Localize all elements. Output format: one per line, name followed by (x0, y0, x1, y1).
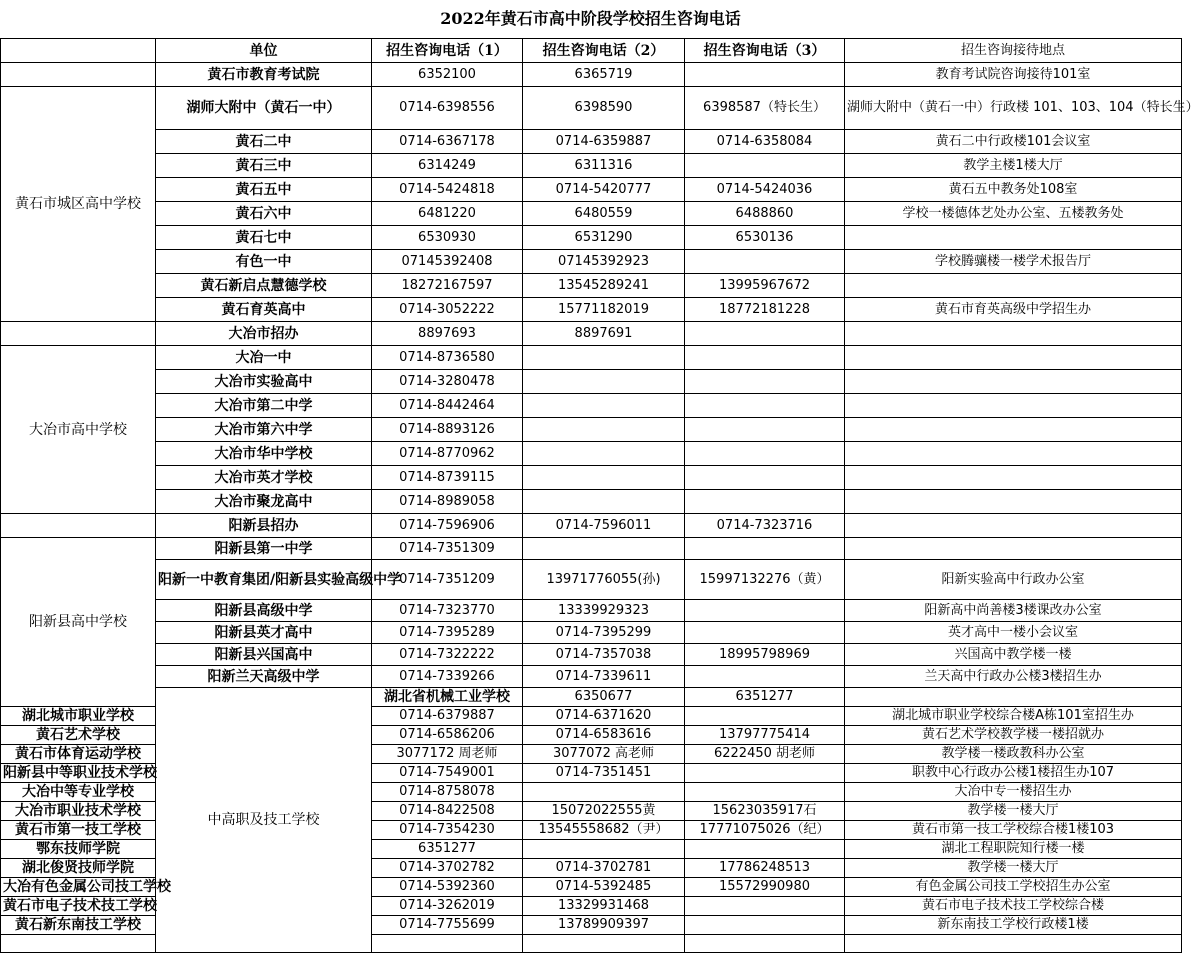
table-row (1, 490, 1182, 514)
phone-3-cell: 0714-6358084 (685, 130, 845, 154)
phone-3-cell: 18772181228 (685, 298, 845, 322)
table-row (1, 688, 1182, 707)
phone-3-cell: 6488860 (685, 202, 845, 226)
phone-3-cell: 13797775414 (685, 726, 845, 745)
location-cell (845, 466, 1182, 490)
unit-cell: 黄石新启点慧德学校 (156, 274, 372, 298)
phone-3-cell (685, 666, 845, 688)
unit-cell: 大冶市华中学校 (156, 442, 372, 466)
location-cell: 黄石市第一技工学校综合楼1楼103 (845, 821, 1182, 840)
location-cell: 黄石市电子技术技工学校综合楼 (845, 897, 1182, 916)
phone-3-cell (685, 394, 845, 418)
unit-cell: 湖北城市职业学校 (1, 707, 156, 726)
phone-1-cell: 0714-7339266 (372, 666, 523, 688)
phone-1-cell: 0714-7596906 (372, 514, 523, 538)
unit-cell: 黄石七中 (156, 226, 372, 250)
category-cell (1, 63, 156, 87)
category-cell: 大冶市高中学校 (1, 346, 156, 514)
location-cell: 阳新高中尚善楼3楼课改办公室 (845, 600, 1182, 622)
phone-1-cell: 6314249 (372, 154, 523, 178)
phone-2-cell: 6480559 (523, 202, 685, 226)
table-row (1, 442, 1182, 466)
phone-3-cell (685, 935, 845, 953)
phone-2-cell: 13329931468 (523, 897, 685, 916)
table-row (1, 622, 1182, 644)
unit-cell: 阳新县中等职业技术学校 (1, 764, 156, 783)
phone-3-cell (685, 538, 845, 560)
phone-3-cell (685, 442, 845, 466)
phone-2-cell: 0714-7351451 (523, 764, 685, 783)
phone-1-cell: 0714-3280478 (372, 370, 523, 394)
phone-1-cell: 0714-7549001 (372, 764, 523, 783)
table-row (1, 346, 1182, 370)
phone-1-cell (372, 935, 523, 953)
table-body (1, 63, 1199, 953)
location-cell: 教学楼一楼大厅 (845, 802, 1182, 821)
unit-cell: 阳新县招办 (156, 514, 372, 538)
table-row (1, 370, 1182, 394)
phone-1-cell: 6352100 (372, 63, 523, 87)
phone-1-cell: 8897693 (372, 322, 523, 346)
unit-cell: 大冶市职业技术学校 (1, 802, 156, 821)
phone-2-cell: 6311316 (523, 154, 685, 178)
phone-1-cell: 6530930 (372, 226, 523, 250)
header-row (1, 39, 1182, 63)
location-cell: 教学主楼1楼大厅 (845, 154, 1182, 178)
phone-2-cell: 3077072 高老师 (523, 745, 685, 764)
phone-1-cell: 0714-8758078 (372, 783, 523, 802)
phone-3-cell (685, 916, 845, 935)
location-cell (845, 370, 1182, 394)
page-title: 2022年黄石市高中阶段学校招生咨询电话 (440, 9, 741, 28)
location-cell: 阳新实验高中行政办公室 (845, 560, 1182, 600)
unit-cell: 大冶一中 (156, 346, 372, 370)
location-cell: 教学楼一楼大厅 (845, 859, 1182, 878)
phone-2-cell: 0714-5420777 (523, 178, 685, 202)
phone-3-cell (685, 600, 845, 622)
unit-cell: 有色一中 (156, 250, 372, 274)
phone-2-cell (523, 466, 685, 490)
unit-cell: 黄石艺术学校 (1, 726, 156, 745)
phone-2-cell: 0714-6359887 (523, 130, 685, 154)
location-cell: 新东南技工学校行政楼1楼 (845, 916, 1182, 935)
unit-cell: 湖师大附中（黄石一中） (156, 87, 372, 130)
phone-3-cell (685, 346, 845, 370)
phone-3-cell: 6222450 胡老师 (685, 745, 845, 764)
unit-cell: 湖北俊贤技师学院 (1, 859, 156, 878)
phone-3-cell: 15572990980 (685, 878, 845, 897)
unit-cell: 黄石市体育运动学校 (1, 745, 156, 764)
unit-cell: 大冶市英才学校 (156, 466, 372, 490)
location-cell: 兴国高中教学楼一楼 (845, 644, 1182, 666)
phone-2-cell: 0714-7395299 (523, 622, 685, 644)
phone-3-cell (685, 154, 845, 178)
category-cell: 黄石市城区高中学校 (1, 87, 156, 322)
location-cell: 有色金属公司技工学校招生办公室 (845, 878, 1182, 897)
category-cell (1, 322, 156, 346)
phone-2-cell (523, 442, 685, 466)
phone-3-cell (845, 688, 1182, 707)
table-row (1, 87, 1182, 130)
phone-2-cell (523, 418, 685, 442)
phone-2-cell: 6351277 (685, 688, 845, 707)
phone-3-cell: 17786248513 (685, 859, 845, 878)
phone-2-cell (523, 490, 685, 514)
phone-1-cell: 0714-8770962 (372, 442, 523, 466)
unit-cell: 阳新县高级中学 (156, 600, 372, 622)
table-row (1, 63, 1182, 87)
table-row (1, 322, 1182, 346)
table-row (1, 538, 1182, 560)
phone-1-cell: 0714-7351209 (372, 560, 523, 600)
phone-3-cell: 13995967672 (685, 274, 845, 298)
unit-cell: 大冶市第六中学 (156, 418, 372, 442)
table-row (1, 226, 1182, 250)
phone-3-cell: 18995798969 (685, 644, 845, 666)
phone-1-cell: 18272167597 (372, 274, 523, 298)
phone-1-cell: 3077172 周老师 (372, 745, 523, 764)
location-cell: 大冶中专一楼招生办 (845, 783, 1182, 802)
phone-2-cell: 0714-7357038 (523, 644, 685, 666)
header-blank (1, 39, 156, 63)
phone-3-cell (685, 370, 845, 394)
phone-3-cell: 15623035917石 (685, 802, 845, 821)
phone-3-cell (685, 622, 845, 644)
phone-1-cell: 6481220 (372, 202, 523, 226)
phone-3-cell (685, 840, 845, 859)
phone-1-cell: 0714-8442464 (372, 394, 523, 418)
table-row (1, 666, 1182, 688)
phone-1-cell: 07145392408 (372, 250, 523, 274)
table-row (1, 202, 1182, 226)
location-cell: 教育考试院咨询接待101室 (845, 63, 1182, 87)
phone-2-cell: 0714-7339611 (523, 666, 685, 688)
location-cell: 湖北工程职院知行楼一楼 (845, 840, 1182, 859)
phone-1-cell: 0714-7395289 (372, 622, 523, 644)
phone-2-cell (523, 935, 685, 953)
table-row (1, 560, 1182, 600)
table-row (1, 644, 1182, 666)
phone-3-cell (685, 322, 845, 346)
phone-1-cell: 0714-8422508 (372, 802, 523, 821)
phone-3-cell (685, 897, 845, 916)
table-row (1, 250, 1182, 274)
phone-3-cell (685, 707, 845, 726)
phone-3-cell: 17771075026（纪） (685, 821, 845, 840)
phone-2-cell: 6398590 (523, 87, 685, 130)
phone-3-cell: 0714-5424036 (685, 178, 845, 202)
location-cell (845, 394, 1182, 418)
table-row (1, 466, 1182, 490)
phone-1-cell: 0714-3702782 (372, 859, 523, 878)
phone-1-cell: 0714-8736580 (372, 346, 523, 370)
phone-3-cell (685, 764, 845, 783)
unit-cell: 黄石六中 (156, 202, 372, 226)
phone-1-cell: 0714-6379887 (372, 707, 523, 726)
phone-1-cell: 0714-7354230 (372, 821, 523, 840)
header-location: 招生咨询接待地点 (845, 39, 1182, 63)
phone-1-cell: 0714-3262019 (372, 897, 523, 916)
phone-2-cell: 0714-7596011 (523, 514, 685, 538)
category-cell (1, 514, 156, 538)
table-row (1, 154, 1182, 178)
header-phone-1: 招生咨询电话（1） (372, 39, 523, 63)
unit-cell: 阳新县第一中学 (156, 538, 372, 560)
table-row (1, 274, 1182, 298)
location-cell (845, 538, 1182, 560)
unit-cell: 大冶有色金属公司技工学校 (1, 878, 156, 897)
unit-cell: 阳新一中教育集团/阳新县实验高级中学 (156, 560, 372, 600)
phone-1-cell: 0714-5392360 (372, 878, 523, 897)
phone-2-cell: 15771182019 (523, 298, 685, 322)
phone-1-cell: 0714-6586206 (372, 726, 523, 745)
phone-3-cell (685, 250, 845, 274)
unit-cell: 黄石市教育考试院 (156, 63, 372, 87)
phone-3-cell: 6530136 (685, 226, 845, 250)
location-cell (845, 274, 1182, 298)
unit-cell: 黄石三中 (156, 154, 372, 178)
location-cell: 学校一楼德体艺处办公室、五楼教务处 (845, 202, 1182, 226)
unit-cell: 鄂东技师学院 (1, 840, 156, 859)
location-cell (845, 935, 1182, 953)
unit-cell: 黄石市电子技术技工学校 (1, 897, 156, 916)
phone-1-cell: 0714-8739115 (372, 466, 523, 490)
header-phone-2: 招生咨询电话（2） (523, 39, 685, 63)
unit-cell: 大冶市聚龙高中 (156, 490, 372, 514)
phone-2-cell: 8897691 (523, 322, 685, 346)
table-row (1, 130, 1182, 154)
unit-cell: 黄石新东南技工学校 (1, 916, 156, 935)
phone-1-cell: 6351277 (372, 840, 523, 859)
unit-cell: 大冶中等专业学校 (1, 783, 156, 802)
phone-1-cell: 0714-7351309 (372, 538, 523, 560)
unit-cell: 黄石市第一技工学校 (1, 821, 156, 840)
phone-1-cell: 0714-7323770 (372, 600, 523, 622)
table-row (1, 298, 1182, 322)
phone-2-cell: 0714-3702781 (523, 859, 685, 878)
location-cell: 黄石市育英高级中学招生办 (845, 298, 1182, 322)
phone-2-cell: 6531290 (523, 226, 685, 250)
phone-3-cell: 15997132276（黄） (685, 560, 845, 600)
phone-2-cell: 6365719 (523, 63, 685, 87)
unit-cell: 黄石育英高中 (156, 298, 372, 322)
unit-cell: 大冶市第二中学 (156, 394, 372, 418)
phone-2-cell: 13545558682（尹） (523, 821, 685, 840)
phone-3-cell (685, 63, 845, 87)
location-cell: 湖师大附中（黄石一中）行政楼 101、103、104（特长生） (845, 87, 1182, 130)
phone-3-cell (685, 418, 845, 442)
location-cell (845, 322, 1182, 346)
category-cell: 阳新县高中学校 (1, 538, 156, 707)
phone-3-cell (685, 490, 845, 514)
phone-2-cell (523, 538, 685, 560)
table-row (1, 178, 1182, 202)
location-cell: 英才高中一楼小会议室 (845, 622, 1182, 644)
category-cell: 中高职及技工学校 (156, 688, 372, 953)
phone-2-cell: 0714-5392485 (523, 878, 685, 897)
unit-cell (1, 935, 156, 953)
location-cell: 职教中心行政办公楼1楼招生办107 (845, 764, 1182, 783)
location-cell: 湖北城市职业学校综合楼A栋101室招生办 (845, 707, 1182, 726)
unit-cell: 大冶市招办 (156, 322, 372, 346)
header-unit: 单位 (156, 39, 372, 63)
unit-cell: 阳新县兴国高中 (156, 644, 372, 666)
location-cell: 黄石艺术学校教学楼一楼招就办 (845, 726, 1182, 745)
phone-1-cell: 0714-7755699 (372, 916, 523, 935)
phone-1-cell: 0714-7322222 (372, 644, 523, 666)
table-row (1, 600, 1182, 622)
unit-cell: 湖北省机械工业学校 (372, 688, 523, 707)
phone-3-cell (685, 466, 845, 490)
phone-2-cell (523, 840, 685, 859)
contact-table (0, 38, 1199, 953)
location-cell: 兰天高中行政办公楼3楼招生办 (845, 666, 1182, 688)
unit-cell: 黄石五中 (156, 178, 372, 202)
location-cell: 教学楼一楼政教科办公室 (845, 745, 1182, 764)
location-cell (845, 490, 1182, 514)
location-cell (845, 418, 1182, 442)
phone-3-cell: 6398587（特长生） (685, 87, 845, 130)
phone-1-cell: 0714-5424818 (372, 178, 523, 202)
phone-1-cell: 0714-3052222 (372, 298, 523, 322)
phone-1-cell: 0714-6398556 (372, 87, 523, 130)
unit-cell: 大冶市实验高中 (156, 370, 372, 394)
unit-cell: 阳新县英才高中 (156, 622, 372, 644)
phone-2-cell: 0714-6371620 (523, 707, 685, 726)
table-row (1, 514, 1182, 538)
phone-3-cell: 0714-7323716 (685, 514, 845, 538)
phone-1-cell: 0714-6367178 (372, 130, 523, 154)
phone-2-cell (523, 346, 685, 370)
phone-3-cell (685, 783, 845, 802)
location-cell: 黄石二中行政楼101会议室 (845, 130, 1182, 154)
phone-2-cell: 13545289241 (523, 274, 685, 298)
phone-2-cell (523, 394, 685, 418)
phone-2-cell: 15072022555黄 (523, 802, 685, 821)
phone-2-cell: 13971776055(孙) (523, 560, 685, 600)
phone-1-cell: 0714-8893126 (372, 418, 523, 442)
table-row (1, 394, 1182, 418)
location-cell (845, 226, 1182, 250)
location-cell (845, 346, 1182, 370)
table-row (1, 418, 1182, 442)
phone-1-cell: 6350677 (523, 688, 685, 707)
phone-2-cell: 13339929323 (523, 600, 685, 622)
phone-2-cell: 13789909397 (523, 916, 685, 935)
phone-1-cell: 0714-8989058 (372, 490, 523, 514)
phone-2-cell: 0714-6583616 (523, 726, 685, 745)
location-cell: 学校腾骧楼一楼学术报告厅 (845, 250, 1182, 274)
phone-2-cell: 07145392923 (523, 250, 685, 274)
location-cell (845, 514, 1182, 538)
unit-cell: 阳新兰天高级中学 (156, 666, 372, 688)
location-cell (845, 442, 1182, 466)
phone-2-cell (523, 370, 685, 394)
unit-cell: 黄石二中 (156, 130, 372, 154)
phone-2-cell (523, 783, 685, 802)
location-cell: 黄石五中教务处108室 (845, 178, 1182, 202)
header-phone-3: 招生咨询电话（3） (685, 39, 845, 63)
